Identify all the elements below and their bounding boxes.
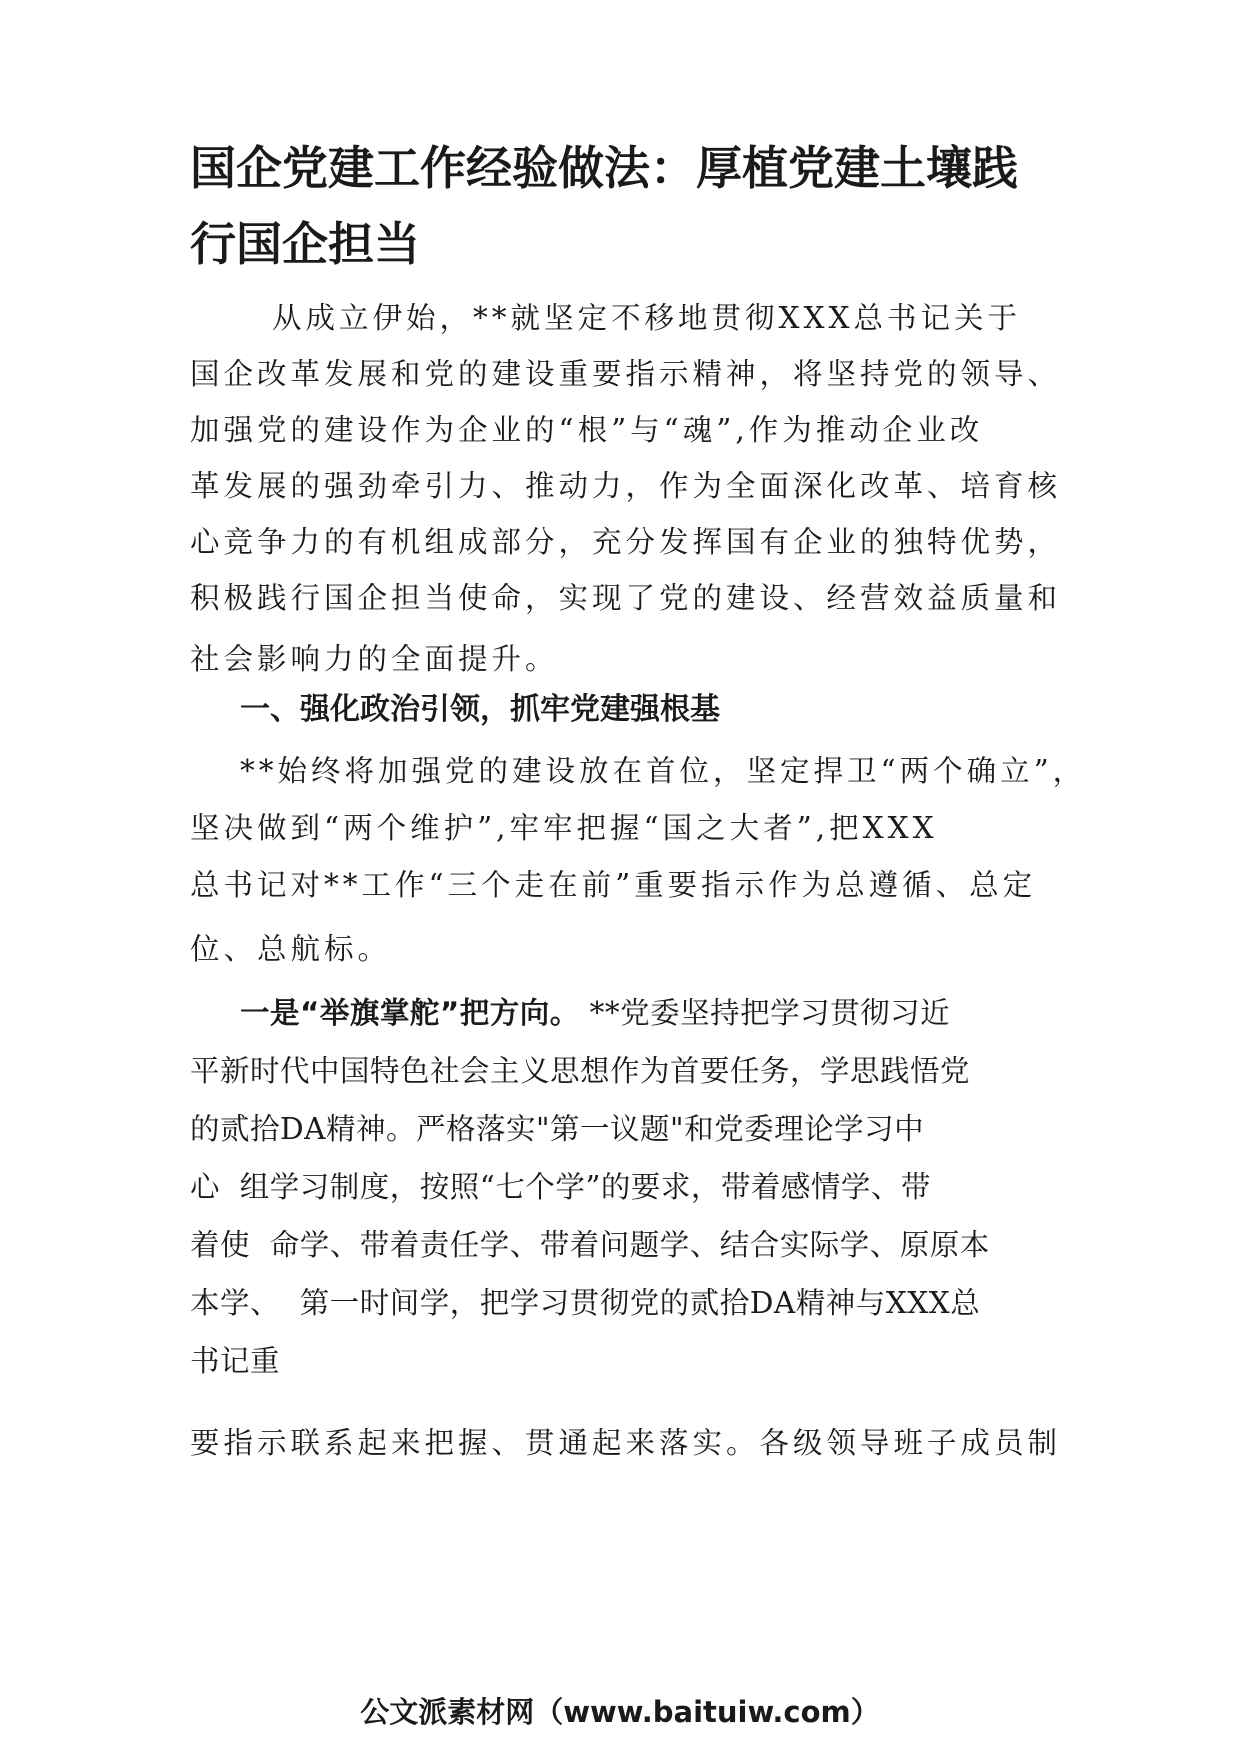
section-line: **始终将加强党的建设放在首位，坚定捍卫“两个确立”， bbox=[240, 754, 1087, 788]
point-first-line bbox=[240, 990, 950, 1032]
point-line: 的贰拾DA精神。严格落实"第一议题"和党委理论学习中 bbox=[190, 1112, 925, 1146]
intro-line: 革发展的强劲牵引力、推动力，作为全面深化改革、培育核 bbox=[190, 469, 1062, 503]
intro-line: 从成立伊始，**就坚定不移地贯彻XXX总书记关于 bbox=[272, 301, 1022, 335]
point-line: 心 组学习制度，按照“七个学”的要求，带着感情学、带 bbox=[190, 1170, 931, 1204]
point-lead-rest: **党委坚持把学习贯彻习近 bbox=[579, 996, 951, 1030]
intro-line: 国企改革发展和党的建设重要指示精神，将坚持党的领导、 bbox=[190, 357, 1062, 391]
document-title-line-2: 行国企担当 bbox=[190, 217, 420, 271]
intro-line: 积极践行国企担当使命，实现了党的建设、经营效益质量和 bbox=[190, 581, 1062, 615]
section-line: 坚决做到“两个维护”,牢牢把握“国之大者”,把XXX bbox=[190, 811, 938, 845]
intro-line: 社会影响力的全面提升。 bbox=[190, 642, 559, 676]
page-footer-source: 公文派素材网（www.baituiw.com） bbox=[360, 1695, 880, 1729]
point-line: 本学、 第一时间学，把学习贯彻党的贰拾DA精神与XXX总 bbox=[190, 1286, 981, 1320]
continuation-line: 要指示联系起来把握、贯通起来落实。各级领导班子成员制 bbox=[190, 1426, 1062, 1460]
point-line: 平新时代中国特色社会主义思想作为首要任务，学思践悟党 bbox=[190, 1054, 971, 1088]
intro-line: 心竞争力的有机组成部分，充分发挥国有企业的独特优势， bbox=[190, 525, 1062, 559]
section-heading: 一、强化政治引领，抓牢党建强根基 bbox=[240, 692, 720, 727]
intro-line: 加强党的建设作为企业的“根”与“魂”,作为推动企业改 bbox=[190, 413, 984, 447]
point-line: 着使 命学、带着责任学、带着问题学、结合实际学、原原本 bbox=[190, 1228, 990, 1262]
section-line: 位、总航标。 bbox=[190, 932, 392, 966]
section-line: 总书记对**工作“三个走在前”重要指示作为总遵循、总定 bbox=[190, 868, 1037, 902]
point-lead: 一是“举旗掌舵”把方向。 bbox=[240, 996, 580, 1030]
document-title-line-1: 国企党建工作经验做法：厚植党建土壤践 bbox=[190, 141, 1018, 195]
point-line: 书记重 bbox=[190, 1344, 281, 1378]
